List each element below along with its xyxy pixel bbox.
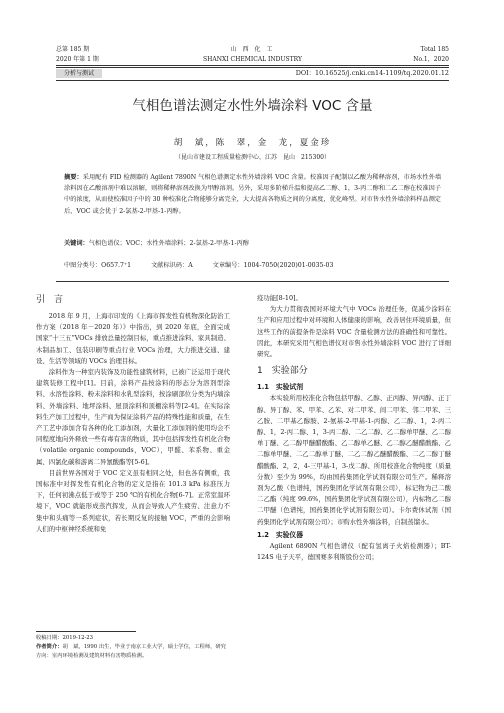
footnote-rule [36, 631, 136, 632]
category-badge: 分析与测试 [56, 69, 102, 78]
category-bar [56, 69, 449, 78]
journal-name-cn: 山 西 化 工 [230, 46, 275, 53]
body-paragraph: 本实验所用校准化合物包括甲醇、乙醇、正丙醇、异丙醇、正丁醇、异丁醇、苯、甲苯、乙苯、对二甲苯、间二甲苯、邻二甲苯、三乙胺、二甲基乙醇胺、2-氨基-2-甲基-1-丙醇、乙二醇、1，2-丙二醇、1，2-丙二醇、1，3-丙二醇、二乙二醇、乙二醇单甲醚、乙二醇单丁醚、乙二醇甲醚醋酸酯、乙二醇单乙醚、乙二醇乙醚醋酸酯、乙二醇单甲醚、二乙二醇单丁醚、二乙二醇乙醚醋酸酯、二乙二醇丁醚醋酸酯、2，2，4-三甲基-1，3-戊二醇、所用校准化合物纯度（质量分数）至少为 99%，均由国药集团化学试剂有限公司生产。稀释溶剂为乙酸（色谱纯，国药集团化学试剂有限公司），标记物为己二酸二乙酯（纯度 99.6%，国药集团化学试剂有限公司），内标物乙二醇二甲醚（色谱纯，国药集团化学试剂有限公司）。卡尔费休试剂（国药集团化学试剂有限公司）；市购水性外墙涂料，自制蒸馏水。 [257, 394, 451, 526]
document-code: 文献标识码：A [151, 262, 193, 269]
author-bio-label: 作者简介： [36, 644, 63, 650]
header-rule [56, 65, 449, 66]
intro-paragraph: 2018 年 9 月，上海市印发的《上海市挥发性有机物深化防治工作方案（2018 年－2020 年）》中指出，到 2020 年底，全面完成国家“十三五”VOCs 排放总量控制目标，重点推进涂料、家具制造、木制品加工、包装印刷等重点行业 VOCs 治理，大力推进交通、建设、生活等领域的 VOCs 治理目标。 [36, 312, 230, 365]
body-paragraph: Agilent 6890N 气相色谱仪（配有氢离子火焰检测器）；BT-124S 电子天平，德国赛多利斯股份公司； [257, 542, 451, 562]
received-date: 收稿日期：2019-12-23 [36, 635, 94, 641]
authors: 胡 斌，陈 翠，金 龙，夏金珍 [173, 138, 332, 148]
header-rule-thin [56, 67, 449, 68]
continued-paragraph: 疫功能[8-10]。 [257, 294, 302, 302]
affiliation: （昆山市建设工程质量检测中心，江苏 昆山 215300） [175, 154, 330, 161]
subsection-heading: 1.2 实验仪器 [257, 530, 304, 539]
header-issue-no: No.1，2020 [413, 56, 449, 63]
article-title: 气相色谱法测定水性外墙涂料 VOC 含量 [132, 98, 373, 114]
article-number: 文章编号：1004-7050(2020)01-0035-03 [212, 262, 334, 269]
body-paragraph: 为大力贯彻我国对环境大气中 VOCs 治理任务，促减少涂料在生产和应用过程中对环境和人体健康的影响，改善居住环境质量，但这些工作的前提条件是涂料 VOC 含量检测方法的准确性和可靠性。因此，本研究采用气相色谱仪对市售水性外墙涂料 VOC 进行了详细研究。 [257, 305, 451, 359]
footnote [36, 634, 230, 661]
header-issue-total: 总第 185 期 [56, 46, 90, 53]
author-bio-text: 胡 斌，1990 出生，毕业于南京工业大学，硕士学位，工程师，研究方向：室内环境检测及建筑材料有害物质检测。 [36, 644, 226, 659]
author-bio [36, 643, 230, 661]
keywords-text: 气相色谱仪；VOC；水性外墙涂料；2-氯基-2-甲基-1-丙醇 [88, 240, 249, 247]
header-total-en: Total 185 [420, 46, 449, 53]
journal-name-en: SHANXI CHEMICAL INDUSTRY [203, 56, 302, 63]
body-rule [56, 281, 449, 282]
keywords [64, 239, 441, 249]
keywords-label: 关键词： [64, 240, 89, 247]
abstract [64, 172, 441, 217]
right-column [257, 293, 451, 563]
doi-rule [56, 80, 449, 81]
classification-line [64, 261, 441, 271]
header-issue-year: 2020 年第 1 期 [56, 56, 99, 63]
intro-heading: 引 言 [36, 295, 64, 305]
doi: DOI：10.16525/j.cnki.cn14-1109/tq.2020.01.12 [295, 69, 449, 77]
intro-paragraph: 目前世界各国对于 VOC 定义虽有相同之处，但也各有侧重，我国标准中对挥发性有机化合物的定义是指在 101.3 kPa 标准压力下，任何初沸点低于或等于 250 ℃的有机化合物[6-7]。正常室温环境下，VOC 就能形成蒸汽挥发，从而会导致人产生疲劳、注意力不集中和头痛等一系列症状，若长期反复的接触 VOC，严重的会影响人们的中枢神经系统和免 [36, 468, 230, 533]
subsection-heading: 1.1 实验试剂 [257, 383, 304, 392]
intro-paragraph: 涂料作为一种室内装饰及功能性建筑材料，已被广泛运用于现代建筑装修工程中[1]。目前，涂料产品按涂料的形态分为溶剂型涂料、水溶性涂料、粉末涂料和水乳型涂料，按涂刷部位分类为内墙涂料、外墙涂料、地坪涂料、屋顶涂料和顶棚涂料等[2-4]。在实际涂料生产加工过程中，生产商为保证涂料产品的特殊性能和质量，在生产工艺中添加含有各种的化工添加剂，大量化工添加剂的使用均会不同程度地向外释放一些有毒有害的物质，其中包括挥发性有机化合物（volatile organic compounds，VOC），甲醛、苯系物、重金属、四氯化碳和游离二异氰酸酯等[5-6]。 [36, 368, 230, 466]
section-heading: 1 实验部分 [257, 366, 308, 377]
left-column [36, 293, 230, 535]
abstract-text: 采用配有 FID 检测器的 Agilent 7890N 气相色谱测定水性外墙涂料 VOC 含量。校准因子配制以乙酸为稀释溶剂，市场水性外墙涂料因在乙酸溶剂中难以溶解，则将稀释溶剂改换为甲醇溶剂。另外，采用多阶梯升温和提高乙二醇、1，3-丙二醇和二乙二醇在校准因子中的浓度，从而使校准因子中的 30 种校准化合物能够分离完全，大大提高各物质之间的分离度，优化峰型。对市售水性外墙涂料样品测定后，VOC 或会优于 2-氯基-2-甲基-1-丙醇。 [64, 174, 442, 215]
clc-number: 中图分类号：O657.7⁺1 [64, 262, 132, 269]
abstract-label: 摘要： [64, 174, 83, 181]
